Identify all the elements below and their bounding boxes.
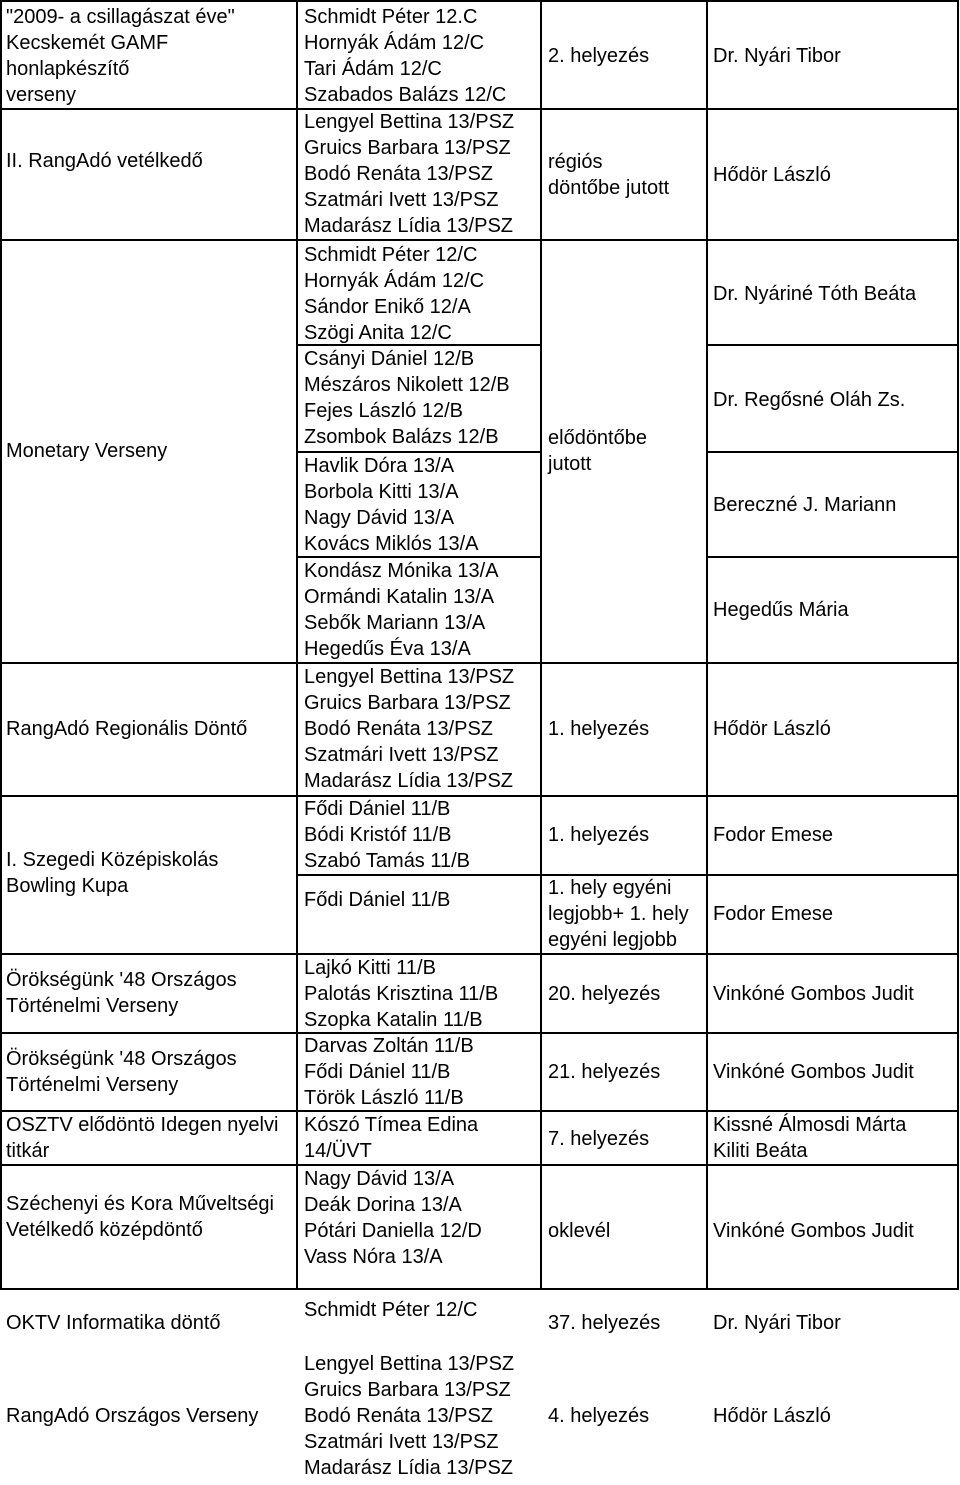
teacher-cell: Kissné Álmosdi Márta Kiliti Beáta: [713, 1114, 907, 1162]
members-cell: Lengyel Bettina 13/PSZ Gruics Barbara 13/PSZ Bodó Renáta 13/PSZ Szatmári Ivett 13/PSZ Madarász Lídia 13/PSZ: [304, 111, 515, 237]
competition-cell: Széchenyi és Kora Műveltségi Vetélkedő középdöntő: [6, 1193, 274, 1241]
teacher-cell: Vinkóné Gombos Judit: [713, 983, 914, 1005]
teacher-cell: Vinkóné Gombos Judit: [713, 1220, 914, 1242]
teacher-cell: Fodor Emese: [713, 903, 834, 925]
members-cell: Schmidt Péter 12.C Hornyák Ádám 12/C Tari Ádám 12/C Szabados Balázs 12/C: [304, 6, 507, 106]
teacher-cell: Dr. Nyáriné Tóth Beáta: [713, 283, 917, 305]
teacher-cell: Bereczné J. Mariann: [713, 494, 897, 516]
result-cell: elődöntőbe jutott: [548, 427, 647, 475]
members-cell: Schmidt Péter 12/C: [304, 1299, 478, 1321]
teacher-cell: Fodor Emese: [713, 824, 834, 846]
members-cell: Schmidt Péter 12/C Hornyák Ádám 12/C Sándor Enikő 12/A Szögi Anita 12/C: [304, 244, 485, 344]
competition-cell: Monetary Verseny: [6, 440, 168, 462]
competition-cell: I. Szegedi Középiskolás Bowling Kupa: [6, 849, 219, 897]
competition-cell: OSZTV elődöntö Idegen nyelvi titkár: [6, 1114, 279, 1162]
members-cell: Fődi Dániel 11/B Bódi Kristóf 11/B Szabó Tamás 11/B: [304, 798, 471, 872]
members-cell: Kondász Mónika 13/A Ormándi Katalin 13/A Sebők Mariann 13/A Hegedűs Éva 13/A: [304, 560, 499, 660]
teacher-cell: Hődör László: [713, 718, 831, 740]
teacher-cell: Vinkóné Gombos Judit: [713, 1061, 914, 1083]
result-cell: 20. helyezés: [548, 983, 661, 1005]
teacher-cell: Hődör László: [713, 1405, 831, 1427]
competition-cell: RangAdó Országos Verseny: [6, 1405, 259, 1427]
result-cell: 1. hely egyéni legjobb+ 1. hely egyéni legjobb: [548, 877, 689, 951]
teacher-cell: Dr. Regősné Oláh Zs.: [713, 389, 906, 411]
members-cell: Havlik Dóra 13/A Borbola Kitti 13/A Nagy Dávid 13/A Kovács Miklós 13/A: [304, 455, 479, 555]
competition-cell: II. RangAdó vetélkedő: [6, 150, 203, 172]
result-cell: 2. helyezés: [548, 45, 650, 67]
teacher-cell: Hődör László: [713, 164, 831, 186]
members-cell: Lajkó Kitti 11/B Palotás Krisztina 11/B Szopka Katalin 11/B: [304, 957, 499, 1031]
members-cell: Csányi Dániel 12/B Mészáros Nikolett 12/B Fejes László 12/B Zsombok Balázs 12/B: [304, 348, 510, 448]
result-cell: 37. helyezés: [548, 1312, 661, 1334]
members-cell: Kószó Tímea Edina 14/ÜVT: [304, 1114, 479, 1162]
competition-cell: OKTV Informatika döntő: [6, 1312, 221, 1334]
result-cell: 1. helyezés: [548, 718, 650, 740]
competition-cell: Örökségünk '48 Országos Történelmi Verseny: [6, 1048, 237, 1096]
result-cell: 7. helyezés: [548, 1128, 650, 1150]
result-cell: régiós döntőbe jutott: [548, 151, 670, 199]
result-cell: oklevél: [548, 1220, 611, 1242]
members-cell: Lengyel Bettina 13/PSZ Gruics Barbara 13/PSZ Bodó Renáta 13/PSZ Szatmári Ivett 13/PSZ Madarász Lídia 13/PSZ: [304, 666, 515, 792]
competition-cell: RangAdó Regionális Döntő: [6, 718, 248, 740]
result-cell: 4. helyezés: [548, 1405, 650, 1427]
members-cell: Darvas Zoltán 11/B Fődi Dániel 11/B Török László 11/B: [304, 1035, 474, 1109]
members-cell: Fődi Dániel 11/B: [304, 889, 451, 911]
result-cell: 1. helyezés: [548, 824, 650, 846]
teacher-cell: Dr. Nyári Tibor: [713, 45, 841, 67]
competition-cell: "2009- a csillagászat éve" Kecskemét GAMF honlapkészítő verseny: [6, 6, 235, 106]
teacher-cell: Dr. Nyári Tibor: [713, 1312, 841, 1334]
teacher-cell: Hegedűs Mária: [713, 599, 849, 621]
members-cell: Lengyel Bettina 13/PSZ Gruics Barbara 13/PSZ Bodó Renáta 13/PSZ Szatmári Ivett 13/PSZ Madarász Lídia 13/PSZ: [304, 1353, 515, 1479]
competition-cell: Örökségünk '48 Országos Történelmi Verseny: [6, 969, 237, 1017]
members-cell: Nagy Dávid 13/A Deák Dorina 13/A Pótári Daniella 12/D Vass Nóra 13/A: [304, 1168, 482, 1268]
result-cell: 21. helyezés: [548, 1061, 661, 1083]
